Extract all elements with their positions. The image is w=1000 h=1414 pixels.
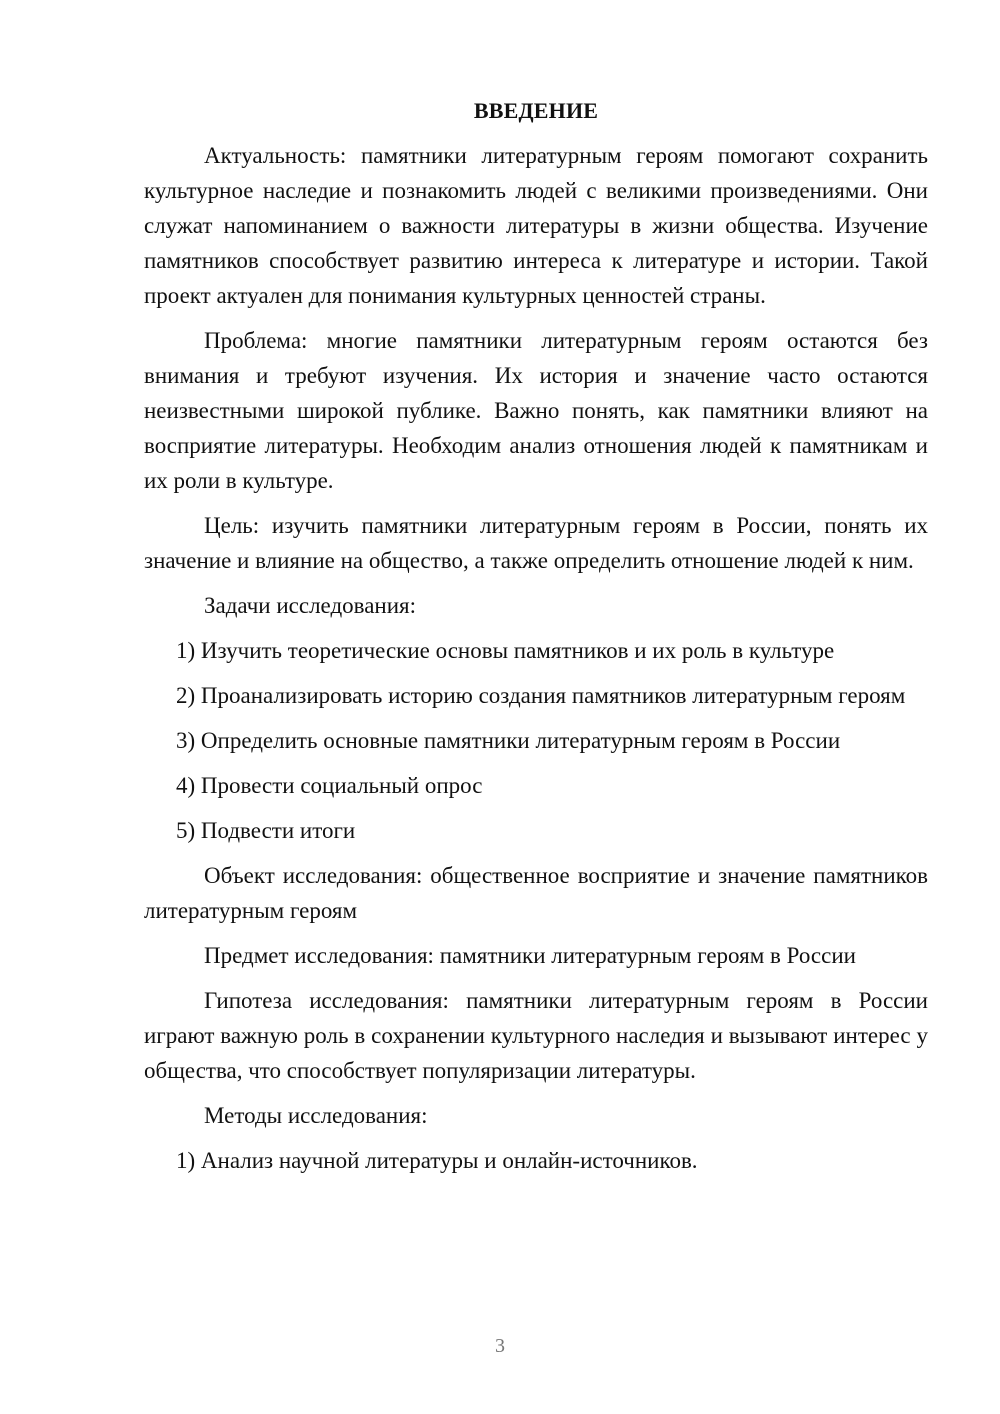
method-item: 1) Анализ научной литературы и онлайн-источников. (176, 1148, 698, 1173)
paragraph-object: Объект исследования: общественное восприятие и значение памятников литературным героям (144, 863, 928, 923)
task-item: 3) Определить основные памятники литературным героям в России (176, 728, 841, 753)
task-item: 5) Подвести итоги (176, 818, 356, 843)
paragraph-problem: Проблема: многие памятники литературным героям остаются без внимания и требуют изучения. Их история и значение часто остаются неизвестными широкой публике. Важно понять, как памятники влияют на восприятие литературы. Необходим анализ отношения людей к памятникам и их роли в культуре. (144, 328, 928, 493)
task-item: 2) Проанализировать историю создания памятников литературным героям (176, 683, 906, 708)
paragraph-subject: Предмет исследования: памятники литературным героям в России (204, 943, 856, 968)
task-item: 1) Изучить теоретические основы памятников и их роль в культуре (176, 638, 835, 663)
page-number: 3 (495, 1335, 505, 1357)
paragraph-goal: Цель: изучить памятники литературным героям в России, понять их значение и влияние на общество, а также определить отношение людей к ним. (144, 513, 928, 573)
tasks-heading: Задачи исследования: (204, 593, 417, 618)
methods-heading: Методы исследования: (204, 1103, 428, 1128)
paragraph-hypothesis: Гипотеза исследования: памятники литературным героям в России играют важную роль в сохранении культурного наследия и вызывают интерес у общества, что способствует популяризации литературы. (144, 988, 928, 1083)
task-item: 4) Провести социальный опрос (176, 773, 483, 798)
document-body (144, 94, 928, 1188)
paragraph-relevance: Актуальность: памятники литературным героям помогают сохранить культурное наследие и познакомить людей с великими произведениями. Они служат напоминанием о важности литературы в жизни общества. Изучение памятников способствует развитию интереса к литературе и истории. Такой проект актуален для понимания культурных ценностей страны. (144, 143, 928, 308)
page-title: ВВЕДЕНИЕ (473, 98, 599, 123)
